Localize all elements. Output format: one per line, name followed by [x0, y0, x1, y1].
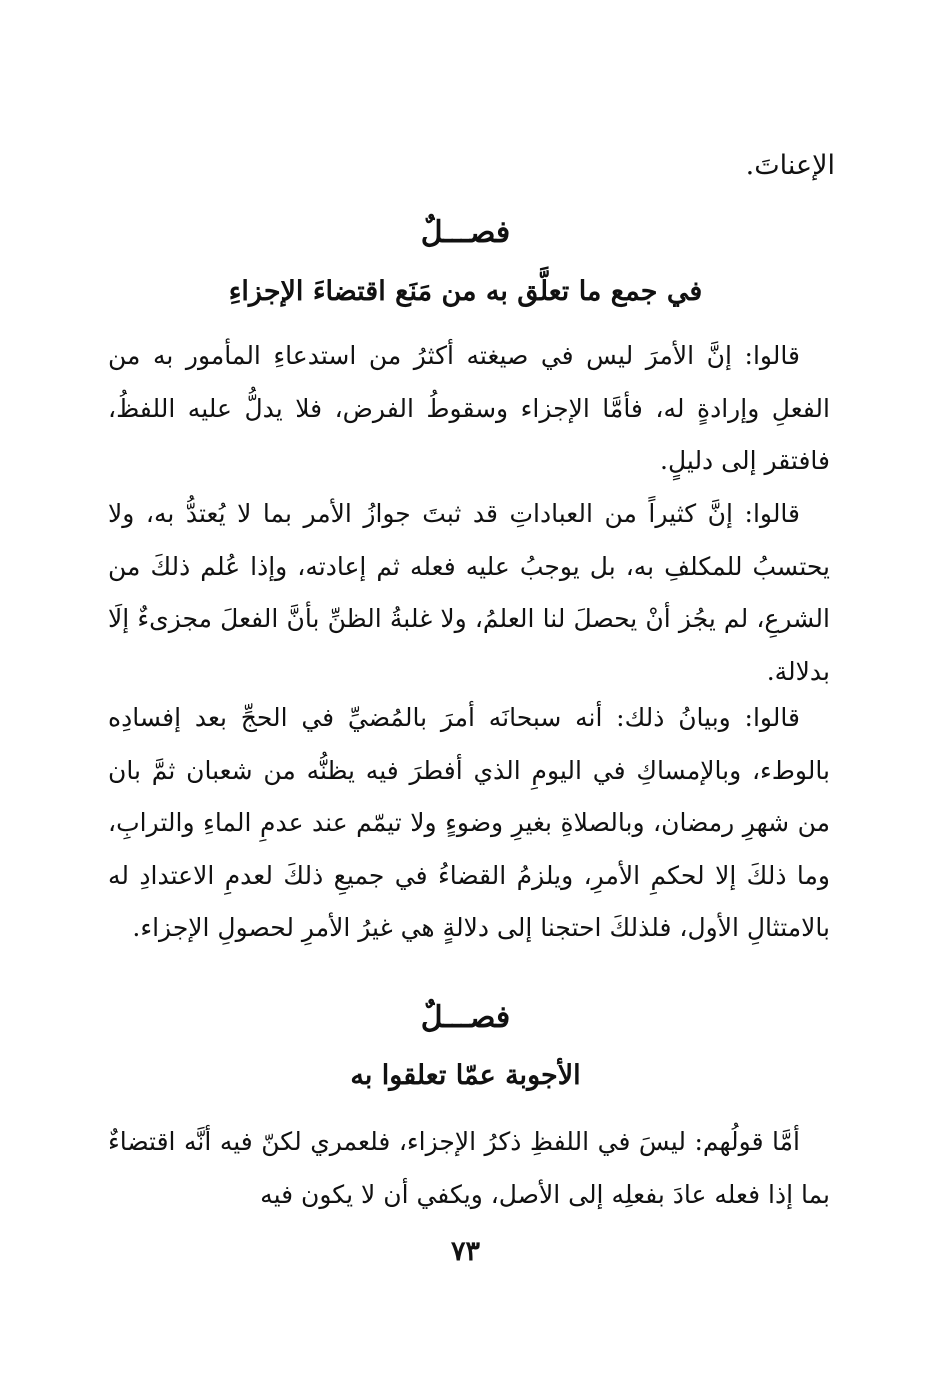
- section-heading-2: فصـــلٌ: [420, 1000, 511, 1035]
- page-number: ٧٣: [450, 1236, 480, 1267]
- paragraph-4-text: أمَّا قولُهم: ليسَ في اللفظِ ذكرُ الإجزاء، فلعمري لكنّ فيه أنَّه اقتضاءٌ بما إذا فعله عادَ بفعلِه إلى الأصل، ويكفي أن لا يكون فيه: [108, 1127, 830, 1209]
- paragraph-4: [108, 1116, 830, 1221]
- section-heading-1: فصـــلٌ: [420, 215, 511, 250]
- section-subheading-1: في جمع ما تعلَّق به من مَنَع اقتضاءَ الإجزاءِ: [228, 276, 703, 307]
- paragraph-2: [108, 488, 830, 698]
- paragraph-1-text: قالوا: إنَّ الأمرَ ليس في صيغته أكثرُ من استدعاءِ المأمور به من الفعلِ وإرادةٍ له، فأمَّا الإجزاء وسقوطُ الفرض، فلا يدلُّ عليه اللفظُ، فافتقر إلى دليلٍ.: [108, 341, 830, 475]
- paragraph-1: [108, 330, 830, 488]
- carryover-text: الإعناتَ.: [745, 150, 835, 181]
- paragraph-3-text: قالوا: وبيانُ ذلك: أنه سبحانَه أمرَ بالمُضيِّ في الحجِّ بعد إفسادِه بالوطء، وبالإمساكِ في اليومِ الذي أفطرَ فيه يظنُّه من شعبان ثمَّ بان من شهرِ رمضان، وبالصلاةِ بغيرِ وضوءٍ ولا تيمّم عند عدمِ الماءِ والترابِ، وما ذلكَ إلا لحكمِ الأمرِ، ويلزمُ القضاءُ في جميعِ ذلكَ لعدمِ الاعتدادِ له بالامتثالِ الأول، فلذلكَ احتجنا إلى دلالةٍ هي غيرُ الأمرِ لحصولِ الإجزاء.: [108, 703, 830, 942]
- paragraph-2-text: قالوا: إنَّ كثيراً من العباداتِ قد ثبتَ جوازُ الأمر بما لا يُعتدُّ به، ولا يحتسبُ للمكلفِ به، بل يوجبُ عليه فعله ثم إعادته، وإذا عُلم ذلكَ من الشرعِ، لم يجُز أنْ يحصلَ لنا العلمُ، ولا غلبةُ الظنِّ بأنَّ الفعلَ مجزىءٌ إلَا بدلالة.: [108, 499, 830, 686]
- paragraph-3: [108, 692, 830, 955]
- section-subheading-2: الأجوبة عمّا تعلقوا به: [350, 1060, 581, 1091]
